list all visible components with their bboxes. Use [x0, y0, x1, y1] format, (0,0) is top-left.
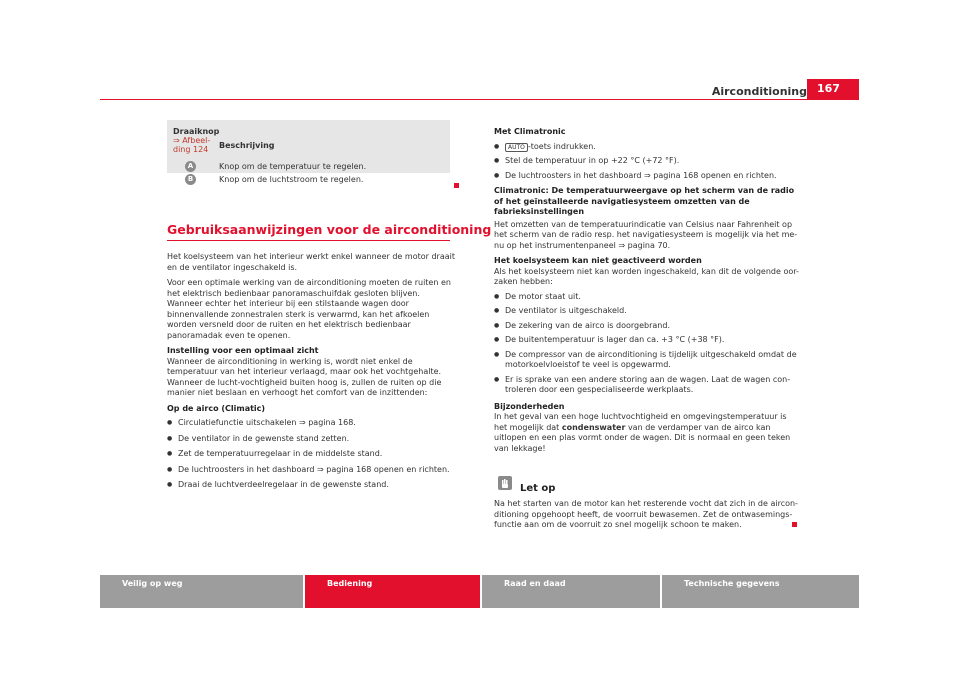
note-icon: [498, 476, 512, 490]
list-item: ● Er is sprake van een andere storing aan de wagen. Laat de wagen con-troleren door een gespecialiseerde werkplaats.: [494, 375, 800, 396]
left-column: [167, 252, 457, 491]
list-item: ● Draai de luchtverdeelregelaar in de gewenste stand.: [167, 480, 457, 491]
figure-ref-link-2[interactable]: ding 124: [173, 145, 209, 154]
list-item: ● De ventilator in de gewenste stand zetten.: [167, 434, 457, 445]
col-header-knob: [173, 127, 219, 154]
section-end-marker: [454, 183, 459, 188]
col-knob-label: Draaiknop: [173, 127, 220, 136]
list-item: ● De buitentemperatuur is lager dan ca. +3 °C (+38 °F).: [494, 335, 800, 346]
list-item: ● De compressor van de airconditioning is tijdelijk uitgeschakeld omdat de motorkoelvloeistof te veel is opgewarmd.: [494, 350, 800, 371]
list-item: ● Zet de temperatuurregelaar in de middelste stand.: [167, 449, 457, 460]
footer-tab-raad[interactable]: [482, 575, 660, 608]
footer-tab-label: Raad en daad: [504, 579, 566, 588]
list-item: ● De zekering van de airco is doorgebrand.: [494, 321, 800, 332]
note-title: Let op: [520, 483, 556, 494]
figure-ref-link[interactable]: ⇒ Afbeel-: [173, 136, 211, 145]
subheading: Het koelsysteem kan niet geactiveerd worden: [494, 256, 702, 265]
paragraph-emphasis: condenswater: [561, 422, 626, 432]
paragraph: Wanneer de airconditioning in werking is, wordt niet enkel de temperatuur van het interieur verlaagd, maar ook het vochtgehalte. Wanneer de lucht-vochtigheid buiten hoog is, zullen de ruiten op die manier niet beslaan en verhoogt het comfort van de inzittenden:: [167, 356, 442, 397]
list-item: ● De ventilator is uitgeschakeld.: [494, 306, 800, 317]
paragraph: [494, 412, 800, 454]
list-item: ● Circulatiefunctie uitschakelen ⇒ pagina 168.: [167, 418, 457, 429]
footer-tab-label: Veilig op weg: [122, 579, 183, 588]
paragraph: Als het koelsysteem niet kan worden ingeschakeld, kan dit de volgende oor-zaken hebben:: [494, 266, 799, 286]
subheading: Instelling voor een optimaal zicht: [167, 346, 319, 355]
running-header-title: Airconditioning: [711, 85, 807, 98]
footer-tab-bediening[interactable]: [305, 575, 480, 608]
key-a-badge: A: [185, 161, 196, 172]
subheading: Met Climatronic: [494, 127, 566, 136]
section-end-marker: [792, 522, 797, 527]
footer-tab-label: Technische gegevens: [684, 579, 780, 588]
key-b-badge: B: [185, 174, 196, 185]
list-item: ● De luchtroosters in het dashboard ⇒ pagina 168 openen en richten.: [494, 171, 800, 182]
subheading: Op de airco (Climatic): [167, 403, 266, 413]
list-item: ● De motor staat uit.: [494, 292, 800, 303]
table-row: [167, 160, 450, 173]
header-rule: [100, 99, 859, 100]
col-header-desc: Beschrijving: [219, 141, 275, 150]
table-header: [167, 120, 450, 160]
note-hand-icon: [498, 477, 512, 491]
control-table: [167, 120, 450, 186]
footer-tab-label: Bediening: [327, 579, 373, 588]
note-text: Na het starten van de motor kan het resterende vocht dat zich in de aircon-ditioning opgehoopt heeft, de voorruit bewasemen. Zet de ontwasemings-functie aan om de voorruit zo snel mogelijk schoon te maken.: [494, 499, 798, 529]
list-item: ● De luchtroosters in het dashboard ⇒ pagina 168 openen en richten.: [167, 465, 457, 476]
page-number: 167: [807, 79, 859, 99]
section-title: Gebruiksaanwijzingen voor de airconditioning: [167, 222, 492, 237]
footer-tab-technische[interactable]: [662, 575, 859, 608]
subheading: Climatronic: De temperatuurweergave op het scherm van de radio of het geïnstalleerde navigatiesysteem omzetten van de fabrieksinstellingen: [494, 186, 795, 216]
list-item: [494, 142, 800, 153]
footer-tab-veilig[interactable]: [100, 575, 303, 608]
row-desc: Knop om de luchtstroom te regelen.: [219, 175, 364, 184]
paragraph-part: van de verdamper van de airco kan uitlopen en een plas vormt onder de wagen. Dit is normaal en geen teken van lekkage!: [494, 422, 791, 453]
paragraph-part: In het geval van een hoge luchtvochtigheid en omgevingstemperatuur is het mogelijk dat: [494, 412, 787, 432]
list-item: ● Stel de temperatuur in op +22 °C (+72 °F).: [494, 156, 800, 167]
paragraph: Het koelsysteem van het interieur werkt enkel wanneer de motor draait en de ventilator ingeschakeld is.: [167, 252, 455, 272]
subheading: Bijzonderheden: [494, 401, 565, 411]
table-row: [167, 173, 450, 186]
paragraph: Voor een optimale werking van de airconditioning moeten de ruiten en het elektrisch bedienbaar panoramaschuifdak gesloten blijven. Wanneer echter het interieur bij een stilstaande wagen door binnenvallende zonnestralen sterk is verwarmd, kan het afkoelen worden versneld door de ruiten en het elektrisch bedienbaar panoramadak even te openen.: [167, 278, 451, 340]
auto-key-text: -toets indrukken.: [527, 141, 596, 151]
paragraph: Het omzetten van de temperatuurindicatie van Celsius naar Fahrenheit op het scherm van de radio resp. het navigatiesysteem is mogelijk via het me-nu op het instrumentenpaneel ⇒ pagina 70.: [494, 219, 798, 250]
section-rule: [167, 240, 450, 241]
right-column: [494, 127, 800, 454]
row-desc: Knop om de temperatuur te regelen.: [219, 162, 367, 171]
auto-key-icon: AUTO: [505, 143, 528, 152]
